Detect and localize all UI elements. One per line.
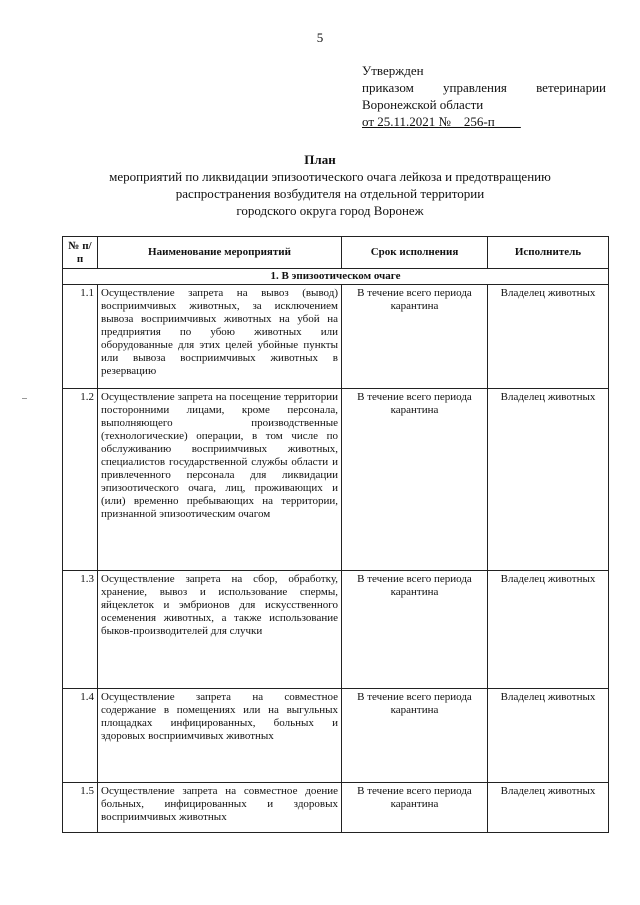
header-name: Наименование мероприятий: [98, 237, 342, 269]
plan-subtitle-line: мероприятий по ликвидации эпизоотического очага лейкоза и предотвращению: [109, 169, 551, 184]
row-executor: Владелец животных: [488, 783, 609, 833]
row-measure: Осуществление запрета на посещение территории посторонними лицами, кроме персонала, выполняющего производственные (технологические) операции, в том числе по обслуживанию восприимчивых животных, специалистов государственной службы области и привлеченного персонала для ликвидации эпизоотического очага, лиц, проживающих и (или) временно пребывающих на территории, признанной эпизоотическим очагом: [98, 389, 342, 571]
row-executor: Владелец животных: [488, 689, 609, 783]
row-term: В течение всего периода карантина: [342, 571, 488, 689]
table-row: [63, 783, 609, 833]
row-executor: Владелец животных: [488, 389, 609, 571]
row-measure: Осуществление запрета на совместное содержание в помещениях или на выгульных площадках инфицированных, больных и здоровых восприимчивых животных: [98, 689, 342, 783]
approval-order-number: от 25.11.2021 №__256-п____: [362, 114, 521, 129]
section-row: [63, 269, 609, 285]
plan-subtitle-line: распространения возбудителя на отдельной территории: [175, 186, 485, 201]
row-term: В течение всего периода карантина: [342, 389, 488, 571]
table-header-row: [63, 237, 609, 269]
plan-subtitle-line: городского округа город Воронеж: [236, 203, 424, 218]
row-measure: Осуществление запрета на вывоз (вывод) восприимчивых животных, за исключением вывоза восприимчивых животных на убой на предприятия по убою животных или оборудованные для этих целей убойные пункты или вывоза восприимчивых животных в резервацию: [98, 285, 342, 389]
approval-block: [362, 62, 606, 130]
plan-title: План: [304, 152, 336, 167]
table-row: [63, 389, 609, 571]
approval-line-3: Воронежской области: [362, 97, 484, 112]
table-row: [63, 285, 609, 389]
row-term: В течение всего периода карантина: [342, 285, 488, 389]
row-term: В течение всего периода карантина: [342, 689, 488, 783]
header-term: Срок исполнения: [342, 237, 488, 269]
table-row: [63, 571, 609, 689]
plan-subtitle: [60, 168, 600, 219]
page-number: 5: [316, 30, 324, 45]
header-num: № п/п: [63, 237, 98, 269]
row-num: 1.2: [63, 389, 98, 571]
row-num: 1.3: [63, 571, 98, 689]
row-num: 1.5: [63, 783, 98, 833]
row-num: 1.1: [63, 285, 98, 389]
scan-artifact: [22, 398, 27, 399]
row-num: 1.4: [63, 689, 98, 783]
approval-line-2: приказом управления ветеринарии: [362, 80, 606, 95]
row-measure: Осуществление запрета на сбор, обработку, хранение, вывоз и использование спермы, яйцеклеток и эмбрионов для искусственного осеменения животных, а также использование быков-производителей для случки: [98, 571, 342, 689]
section-title: 1. В эпизоотическом очаге: [63, 269, 609, 285]
row-term: В течение всего периода карантина: [342, 783, 488, 833]
approval-line-1: Утвержден: [362, 63, 424, 78]
header-executor: Исполнитель: [488, 237, 609, 269]
table-row: [63, 689, 609, 783]
measures-table: [62, 236, 609, 833]
row-executor: Владелец животных: [488, 285, 609, 389]
row-measure: Осуществление запрета на совместное доение больных, инфицированных и здоровых восприимчивых животных: [98, 783, 342, 833]
row-executor: Владелец животных: [488, 571, 609, 689]
